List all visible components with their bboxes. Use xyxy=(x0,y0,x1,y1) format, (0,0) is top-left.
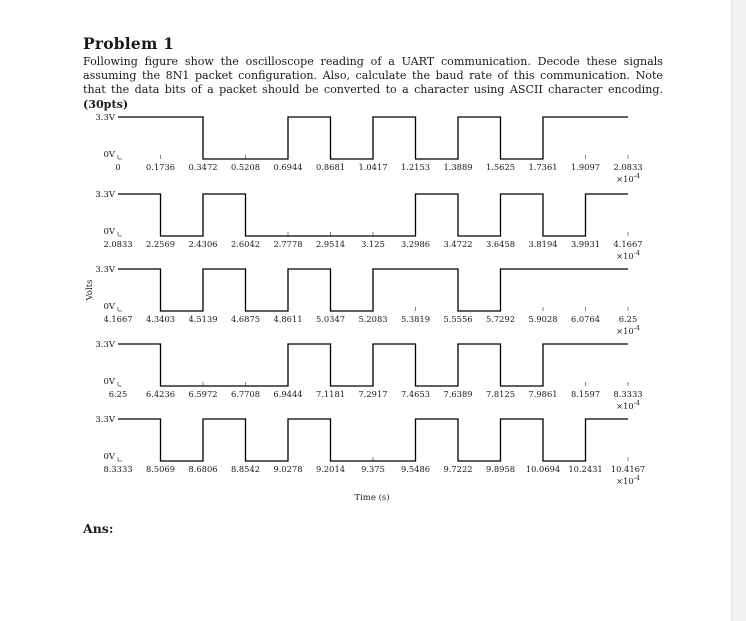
waveform-panel xyxy=(95,340,642,411)
y-axis-label: Volts xyxy=(85,279,95,301)
problem-title: Problem 1 xyxy=(83,34,175,53)
x-tick-label: 3.6458 xyxy=(485,239,516,249)
x-exponent-label: $\times 10^{-4}$ xyxy=(616,474,640,486)
y-tick-label: 0V xyxy=(103,377,115,387)
x-tick-label: 3.8194 xyxy=(528,239,558,249)
x-tick-label: 5.0347 xyxy=(315,314,346,324)
x-tick-label: 4.3403 xyxy=(145,314,176,324)
x-tick-label: 10.2431 xyxy=(568,464,603,474)
y-tick-label: 3.3V xyxy=(95,113,115,123)
x-tick-label: 5.5556 xyxy=(443,314,473,324)
x-tick-label: 1.7361 xyxy=(528,162,558,172)
x-tick-label: 7.4653 xyxy=(400,389,431,399)
x-tick-label: 0.3472 xyxy=(188,162,218,172)
waveform-panel xyxy=(95,113,642,184)
signal-trace xyxy=(118,194,628,236)
x-tick-label: 7.2917 xyxy=(358,389,388,399)
x-exponent-label: $\times 10^{-4}$ xyxy=(616,172,640,184)
x-tick-label: 5.9028 xyxy=(528,314,558,324)
x-tick-label: 4.8611 xyxy=(273,314,303,324)
x-tick-label: 1.2153 xyxy=(400,162,431,172)
x-tick-label: 0.6944 xyxy=(273,162,303,172)
problem-points: (30pts) xyxy=(83,97,129,111)
x-tick-label: 3.125 xyxy=(361,239,385,249)
x-tick-label: 3.2986 xyxy=(400,239,431,249)
x-tick-label: 2.0833 xyxy=(613,162,643,172)
x-tick-label: 4.1667 xyxy=(103,314,133,324)
x-tick-label: 4.6875 xyxy=(230,314,261,324)
x-tick-label: 9.375 xyxy=(361,464,385,474)
y-tick-label: 0V xyxy=(103,150,115,160)
x-tick-label: 5.3819 xyxy=(400,314,431,324)
y-tick-label: 3.3V xyxy=(95,190,115,200)
x-tick-label: 9.8958 xyxy=(485,464,516,474)
x-axis-label: Time (s) xyxy=(354,493,390,503)
x-tick-label: 2.6042 xyxy=(230,239,261,249)
x-tick-label: 5.7292 xyxy=(485,314,516,324)
waveform-panel xyxy=(95,265,640,336)
x-tick-label: 7.9861 xyxy=(528,389,558,399)
x-exponent-label: $\times 10^{-4}$ xyxy=(616,249,640,261)
x-tick-label: 6.25 xyxy=(108,389,128,399)
x-tick-label: 0.1736 xyxy=(145,162,176,172)
y-tick-label: 0V xyxy=(103,227,115,237)
x-tick-label: 4.5139 xyxy=(188,314,218,324)
x-tick-label: 5.2083 xyxy=(358,314,388,324)
x-tick-label: 0.8681 xyxy=(315,162,346,172)
x-tick-label: 2.0833 xyxy=(103,239,133,249)
signal-trace xyxy=(118,269,628,311)
x-tick-label: 8.5069 xyxy=(145,464,176,474)
signal-trace xyxy=(118,344,628,386)
x-tick-label: 8.3333 xyxy=(613,389,643,399)
x-tick-label: 10.0694 xyxy=(525,464,561,474)
signal-trace xyxy=(118,117,628,159)
problem-body: Following figure show the oscilloscope reading of a UART communication. Decode these signals assuming the 8N1 packet configuration. Also, calculate the baud rate of this communication. Note that the data bits of a packet should be converted to a character using ASCII character encoding. xyxy=(83,55,663,97)
waveform-panel xyxy=(95,415,645,486)
waveform-panel xyxy=(95,190,642,261)
x-tick-label: 0.5208 xyxy=(230,162,261,172)
x-tick-label: 8.6806 xyxy=(188,464,218,474)
x-tick-label: 9.0278 xyxy=(273,464,303,474)
y-tick-label: 0V xyxy=(103,302,115,312)
x-tick-label: 9.7222 xyxy=(443,464,473,474)
x-tick-label: 4.1667 xyxy=(613,239,643,249)
x-tick-label: 1.0417 xyxy=(358,162,388,172)
x-tick-label: 6.9444 xyxy=(273,389,303,399)
x-tick-label: 2.7778 xyxy=(273,239,303,249)
x-tick-label: 9.2014 xyxy=(315,464,346,474)
y-tick-label: 0V xyxy=(103,452,115,462)
x-tick-label: 2.2569 xyxy=(145,239,176,249)
x-tick-label: 6.5972 xyxy=(188,389,218,399)
x-tick-label: 2.9514 xyxy=(315,239,346,249)
x-exponent-label: $\times 10^{-4}$ xyxy=(616,399,640,411)
waveform-panels xyxy=(95,113,645,486)
x-tick-label: 9.5486 xyxy=(400,464,431,474)
x-tick-label: 3.9931 xyxy=(570,239,601,249)
y-tick-label: 3.3V xyxy=(95,340,115,350)
x-tick-label: 8.1597 xyxy=(570,389,601,399)
x-exponent-label: $\times 10^{-4}$ xyxy=(616,324,640,336)
x-tick-label: 0 xyxy=(115,162,121,172)
x-tick-label: 10.4167 xyxy=(610,464,646,474)
x-tick-label: 6.25 xyxy=(618,314,638,324)
x-tick-label: 2.4306 xyxy=(188,239,218,249)
signal-trace xyxy=(118,419,628,461)
answer-label: Ans: xyxy=(83,521,114,536)
x-tick-label: 1.3889 xyxy=(443,162,473,172)
y-tick-label: 3.3V xyxy=(95,265,115,275)
x-tick-label: 7.1181 xyxy=(315,389,346,399)
x-tick-label: 8.3333 xyxy=(103,464,133,474)
x-tick-label: 6.0764 xyxy=(570,314,601,324)
x-tick-label: 7.8125 xyxy=(485,389,516,399)
y-tick-label: 3.3V xyxy=(95,415,115,425)
x-tick-label: 8.8542 xyxy=(230,464,261,474)
x-tick-label: 1.9097 xyxy=(570,162,601,172)
x-tick-label: 3.4722 xyxy=(443,239,473,249)
x-tick-label: 6.4236 xyxy=(145,389,176,399)
x-tick-label: 1.5625 xyxy=(485,162,516,172)
x-tick-label: 7.6389 xyxy=(443,389,473,399)
x-tick-label: 6.7708 xyxy=(230,389,261,399)
